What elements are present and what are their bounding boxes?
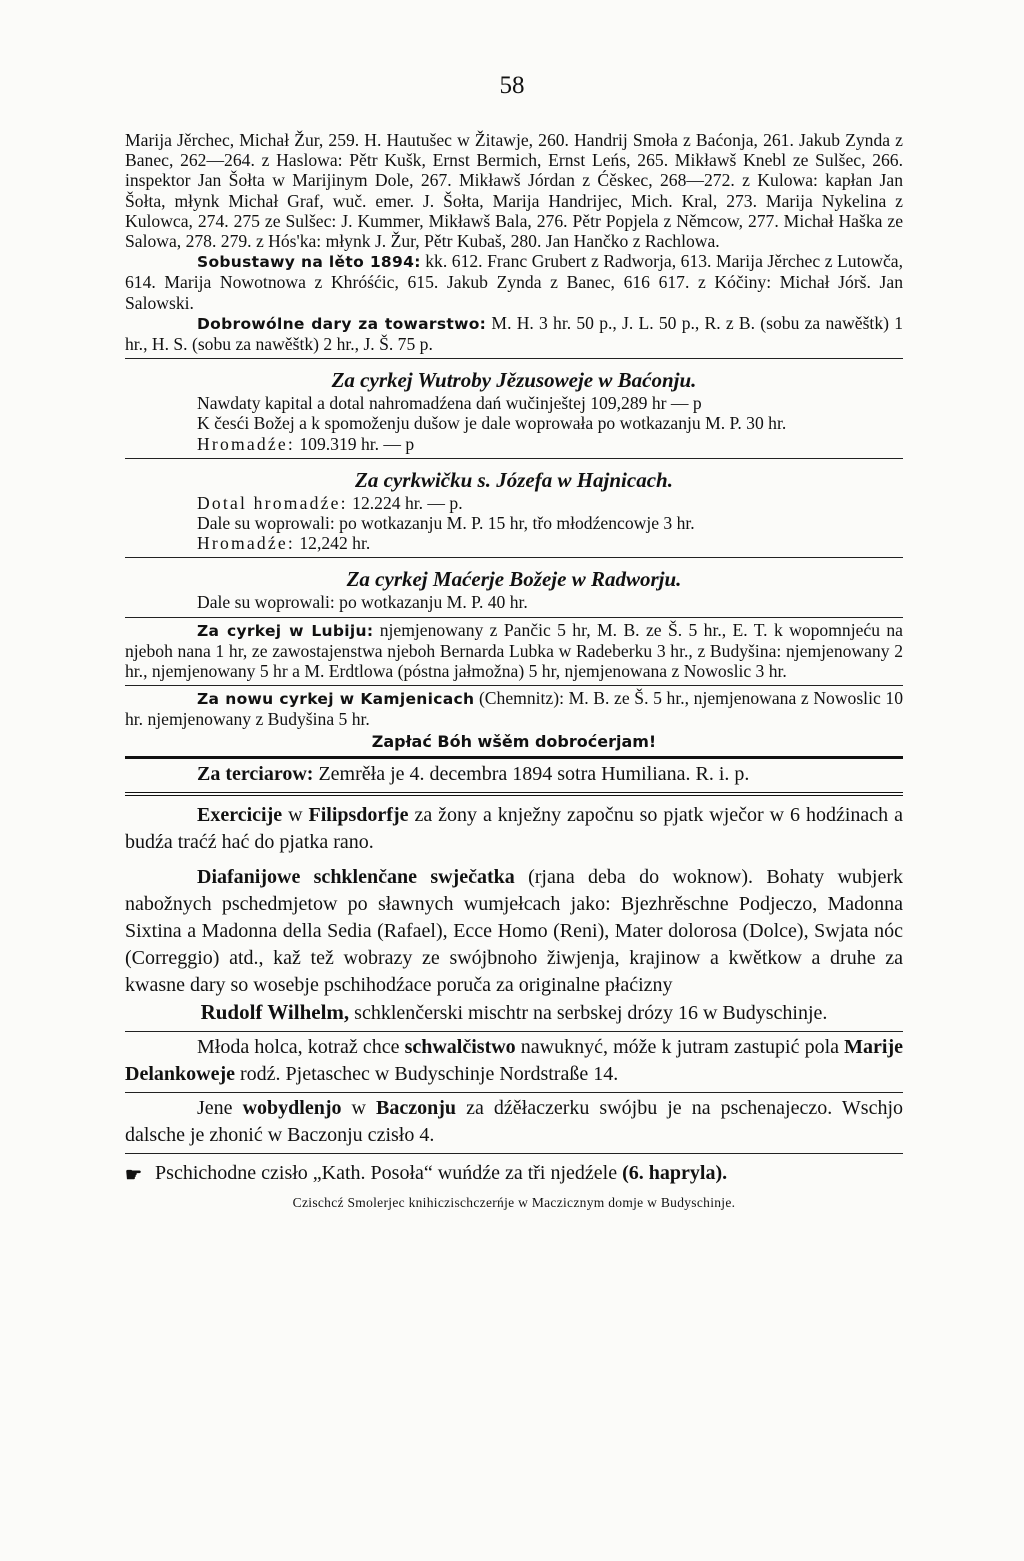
divider: [125, 557, 903, 558]
next-issue-date: (6. hapryla).: [622, 1161, 728, 1184]
lubij-text: njemjenowany z Pančic 5 hr, M. B. ze Š. 5 hr., E. T. k wopomnjeću na njeboh nana 1 hr, ze zawostajenstwa njeboh Bernarda Lubka w Radeberku 3 hr., z Budyšina: njemjenowany 2 hr., njemjenowany 5 hr a M. Erdtlowa (póstna jałmožna) 5 hr, njemjenowana z Nowoslic 3 hr.: [125, 619, 903, 682]
kamjenicy-paragraph: [125, 688, 903, 729]
exercise-place: Filipsdorfje: [308, 803, 409, 826]
apprentice-text-e: rodź. Pjetaschec w Budyschinje Nordstraße 14.: [239, 1062, 619, 1085]
text-column: [125, 130, 903, 1211]
terciary-paragraph: [125, 761, 903, 788]
bacon-total-label: Hromadźe:: [197, 433, 295, 454]
divider: [125, 1092, 903, 1093]
apartment-text-e: za dźěłaczerku swójbu je na pschenajeczo. Wschjo dalsche je zhonić w Baczonju czisło 4.: [125, 1096, 904, 1146]
bacon-line-2: K česći Božej a k spomoženju dušow je dale woprowała po wotkazanju M. P. 30 hr.: [197, 413, 787, 434]
apprentice-text-c: nawuknyć, móže k jutram zastupić pola: [520, 1035, 840, 1058]
terciary-heading: Za terciarow:: [197, 762, 314, 785]
diaphany-heading: Diafanijowe schklenčane swječatka: [197, 865, 515, 888]
hajnicy-total-value: 12,242 hr.: [299, 533, 371, 554]
exercise-heading: Exercicije: [197, 803, 283, 826]
printer-imprint: Czischcź Smolerjec knihiczischczerńje w Maczicznym domje w Budyschinje.: [292, 1194, 736, 1210]
apartment-place: Baczonju: [376, 1096, 457, 1119]
diaphany-paragraph: [125, 864, 903, 999]
apprentice-text-a: Młoda holca, kotraž chce: [197, 1035, 400, 1058]
hajnicy-line-2: Dale su woprowali: po wotkazanju M. P. 15 hr, třo młodźencowje 3 hr.: [197, 513, 695, 534]
apartment-text-a: Jene: [197, 1096, 233, 1119]
divider: [125, 617, 903, 618]
next-issue-text: Pschichodne czisło „Kath. Posoła“ wuńdźe za tři njedźele: [155, 1161, 618, 1184]
bacon-total: [125, 434, 903, 454]
voluntary-gifts-heading: Dobrowólne dary za towarstwo:: [197, 314, 487, 333]
apprentice-trade: schwalčistwo: [404, 1035, 516, 1058]
members-paragraph: [125, 251, 903, 313]
diaphany-text: (rjana deba do woknow). Bohaty wubjerk nabožnych pschedmjetow po sławnych wumjełcach jako: Bjezhrěschne Podjeczo, Madonna Sixtina a Madonna della Sedia (Rafael), Ecce Homo (Reni), Mater dolorosa (Dolce), Swjata nóc (Correggio) atd., kaž tež wobrazy ze swójbnoho žiwjenja, krajinow a kwětkow a druhe za kwasne dary so wosebje pschihodźace poruča za originalne płaćizny: [125, 865, 903, 996]
kamjenicy-text: (Chemnitz): M. B. ze Š. 5 hr., njemjenowana z Nowoslic 10 hr. njemjenowany z Budyšina 5 hr.: [125, 688, 904, 730]
double-divider: [125, 792, 903, 796]
divider: [125, 458, 903, 459]
donor-list-paragraph: Marija Jěrchec, Michał Žur, 259. H. Hautušec w Žitawje, 260. Handrij Smoła z Baćonja, 261. Jakub Zynda z Banec, 262—264. z Haslowa: Pětr Kušk, Ernst Bermich, Ernst Leńs, 265. Mikławš Knebl ze Sulšec, 266. inspektor Jan Šołta w Marijinym Dole, 267. Mikławš Jórdan z Ćěskec, 268—272. z Kulowa: kapłan Jan Šołta, młynk Michał Graf, wuč. emer. J. Šołta, Marija Handrijec, Mich. Kral, 273. Marija Nykelina z Kulowca, 274. 275 ze Sulšec: J. Kummer, Mikławš Bala, 276. Pětr Popjela z Němcow, 277. Michał Haška ze Salowa, 278. 279. z Hós'ka: młynk J. Žur, Pětr Kubaš, 280. Jan Hančko z Rachlowa.: [125, 130, 903, 252]
voluntary-gifts-paragraph: [125, 313, 903, 354]
kamjenicy-heading: Za nowu cyrkej w Kamjenicach: [197, 690, 475, 709]
pointing-hand-icon: ☛: [125, 1164, 142, 1186]
divider: [125, 1031, 903, 1032]
members-text: kk. 612. Franc Grubert z Radworja, 613. Marija Jěrchec z Lutowča, 614. Marija Nowotnowa z Khróśćic, 615. Jakub Zynda z Banec, 616 617. z Kóčiny: Michał Jórš. Jan Salowski.: [125, 251, 903, 313]
thick-divider: [125, 756, 903, 759]
next-issue-line: [125, 1160, 903, 1189]
apartment-word: wobydlenjo: [242, 1096, 342, 1119]
members-heading: Sobustawy na lěto 1894:: [197, 253, 421, 272]
bacon-line-1: Nawdaty kapital a dotal nahromadźena dań wučinještej 109,289 hr — p: [197, 393, 702, 414]
exercise-text: za žony a knježny započnu so pjatk wječor w 6 hodźinach a budźa traćź hać do pjatka rano.: [125, 803, 904, 853]
hajnicy-line-1-value: 12.224 hr. — p.: [352, 492, 463, 513]
apprentice-paragraph: [125, 1034, 903, 1088]
hajnicy-line-1-label: Dotal hromadźe:: [197, 492, 348, 513]
voluntary-gifts-text: M. H. 3 hr. 50 p., J. L. 50 p., R. z B. (sobu za nawěštk) 1 hr., H. S. (sobu za nawěštk) 2 hr., J. Š. 75 p.: [125, 312, 903, 355]
exercise-paragraph: [125, 802, 903, 856]
advertiser-line: [125, 999, 903, 1027]
section-title-bacon: Za cyrkej Wutroby Jězusoweje w Baćonju.: [331, 368, 697, 393]
page-number: 58: [499, 72, 525, 99]
advertiser-address: schklenčerski mischtr na serbskej drózy 16 w Budyschinje.: [354, 1001, 828, 1024]
advertiser-name: Rudolf Wilhelm,: [200, 999, 350, 1024]
apartment-text-c: w: [351, 1096, 366, 1119]
section-title-radwor: Za cyrkej Maćerje Božeje w Radworju.: [346, 567, 682, 592]
thanks-text: Zapłać Bóh wšěm dobroćerjam!: [371, 731, 657, 751]
thanks-line: [125, 732, 903, 752]
hajnicy-total-label: Hromadźe:: [197, 533, 295, 554]
lubij-heading: Za cyrkej w Lubiju:: [197, 621, 374, 640]
lubij-paragraph: [125, 620, 903, 682]
hajnicy-total: [125, 533, 903, 553]
bacon-total-value: 109.319 hr. — p: [299, 433, 415, 454]
section-title-hajnicy: Za cyrkwičku s. Józefa w Hajnicach.: [355, 467, 673, 492]
divider: [125, 685, 903, 686]
divider: [125, 358, 903, 359]
apartment-paragraph: [125, 1095, 903, 1149]
radwor-line-1: Dale su woprowali: po wotkazanju M. P. 40 hr.: [197, 592, 528, 613]
hajnicy-line-1: [125, 493, 903, 513]
divider: [125, 1153, 903, 1154]
exercise-word: w: [288, 803, 303, 826]
terciary-text: Zemrěła je 4. decembra 1894 sotra Humiliana. R. i. p.: [318, 762, 750, 785]
apprentice-contact: Marije Delankoweje: [125, 1035, 903, 1085]
